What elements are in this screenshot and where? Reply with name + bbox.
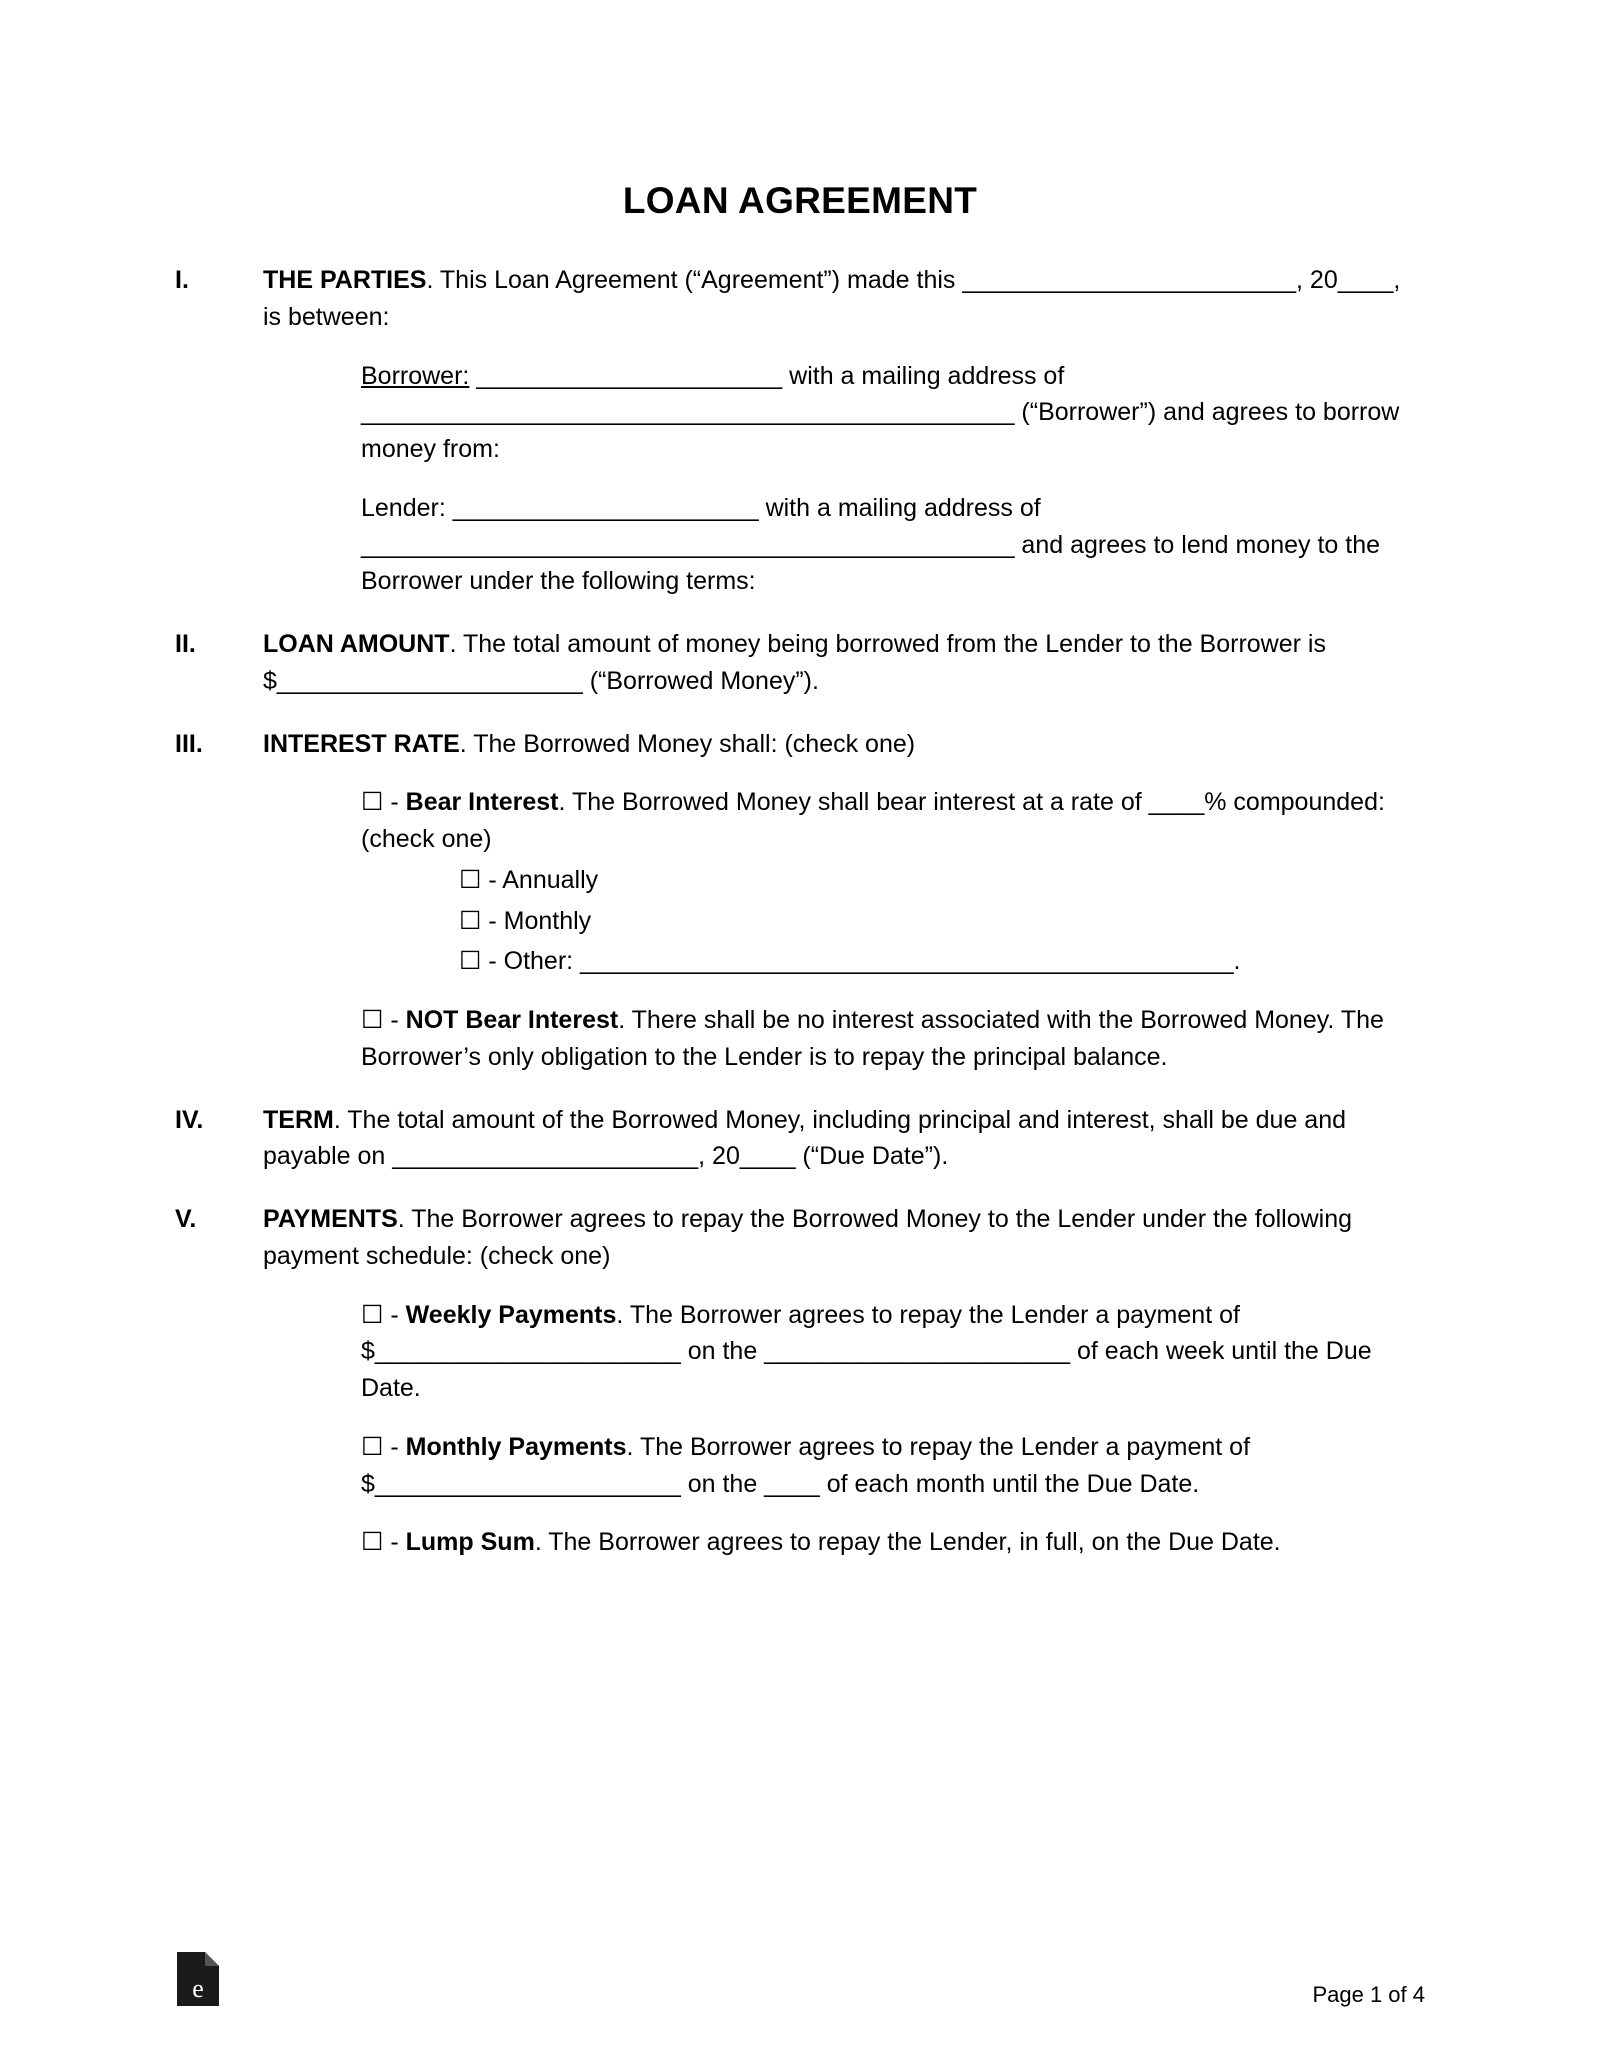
section-heading: PAYMENTS	[263, 1205, 398, 1233]
borrower-line-1: ______________________ with a mailing address of	[469, 361, 1065, 390]
section-the-parties	[175, 262, 1425, 600]
section-term	[175, 1102, 1425, 1176]
option-dash: -	[383, 788, 406, 817]
lender-line-1: Lender: ______________________ with a mailing address of	[361, 493, 1041, 522]
option-bear-interest[interactable]	[361, 784, 1425, 980]
option-text: . The Borrower agrees to repay the Lender a payment of $______________________ on the ______________________ of each week until the Due Date.	[361, 1300, 1372, 1402]
checkbox-bear-interest[interactable]: ☐	[361, 788, 384, 817]
eforms-logo-icon	[175, 1950, 221, 2008]
section-text: . The total amount of the Borrowed Money, including principal and interest, shall be due and payable on ______________________, 20____ (“Due Date”).	[263, 1105, 1347, 1171]
suboption-label: - Monthly	[481, 906, 592, 935]
option-dash: -	[383, 1006, 406, 1034]
option-label: Weekly Payments	[405, 1300, 617, 1329]
suboption-label: - Annually	[481, 865, 599, 894]
section-heading: TERM	[263, 1105, 334, 1134]
section-interest-rate	[175, 726, 1425, 1076]
checkbox-lump-sum[interactable]: ☐	[361, 1528, 384, 1557]
section-intro	[263, 262, 1425, 336]
checkbox-not-bear-interest[interactable]: ☐	[361, 1006, 384, 1034]
checkbox-weekly-payments[interactable]: ☐	[361, 1300, 384, 1329]
section-heading: THE PARTIES	[263, 266, 427, 294]
section-numeral: IV.	[175, 1105, 204, 1134]
option-text: . The Borrower agrees to repay the Lender a payment of $______________________ on the ____ of each month until the Due Date.	[361, 1432, 1251, 1498]
section-numeral: II.	[175, 630, 196, 658]
page-title: LOAN AGREEMENT	[622, 180, 978, 221]
checkbox-monthly[interactable]: ☐	[459, 906, 482, 935]
page-footer	[175, 1950, 1425, 2008]
checkbox-other[interactable]: ☐	[459, 947, 482, 976]
option-text: . The Borrowed Money shall bear interest at a rate of ____% compounded: (check one)	[361, 788, 1385, 853]
page-number: Page 1 of 4	[1312, 1982, 1425, 2007]
option-monthly-payments[interactable]	[361, 1429, 1425, 1503]
section-heading: LOAN AMOUNT	[263, 630, 450, 658]
option-dash: -	[383, 1528, 406, 1557]
option-text: . The Borrower agrees to repay the Lender, in full, on the Due Date.	[534, 1528, 1281, 1557]
suboption-annually[interactable]	[459, 862, 1425, 899]
checkbox-monthly-payments[interactable]: ☐	[361, 1432, 384, 1461]
option-not-bear-interest[interactable]	[361, 1002, 1425, 1076]
lender-line-2: _______________________________________________ and agrees to lend money to the Borrower under the following terms:	[361, 530, 1381, 596]
borrower-block	[361, 358, 1425, 468]
borrower-label: Borrower:	[361, 361, 470, 390]
option-dash: -	[383, 1432, 406, 1461]
option-text: . There shall be no interest associated with the Borrowed Money. The Borrower’s only obligation to the Lender is to repay the principal balance.	[361, 1006, 1384, 1071]
option-label: Monthly Payments	[405, 1432, 627, 1461]
section-heading: INTEREST RATE	[263, 729, 460, 758]
section-body	[263, 626, 1425, 700]
option-label: NOT Bear Interest	[405, 1006, 619, 1034]
option-lump-sum[interactable]	[361, 1524, 1425, 1561]
section-text: . The Borrowed Money shall: (check one)	[459, 729, 916, 758]
option-label: Lump Sum	[405, 1528, 535, 1557]
section-intro-text: . This Loan Agreement (“Agreement”) made this ________________________, 20____, is between:	[263, 266, 1401, 331]
section-body	[263, 1102, 1425, 1176]
section-text: . The Borrower agrees to repay the Borrowed Money to the Lender under the following payment schedule: (check one)	[263, 1205, 1353, 1270]
section-intro	[263, 726, 1425, 763]
suboption-monthly[interactable]	[459, 903, 1425, 940]
section-numeral: V.	[175, 1205, 197, 1233]
section-loan-amount	[175, 626, 1425, 700]
option-dash: -	[383, 1300, 406, 1329]
suboption-label: - Other: _______________________________________________.	[481, 947, 1241, 976]
section-intro	[263, 1201, 1425, 1275]
lender-block	[361, 490, 1425, 600]
section-text: . The total amount of money being borrowed from the Lender to the Borrower is $______________________ (“Borrowed Money”).	[263, 630, 1326, 695]
checkbox-annually[interactable]: ☐	[459, 865, 482, 894]
option-weekly-payments[interactable]	[361, 1297, 1425, 1407]
suboption-other[interactable]	[459, 943, 1425, 980]
svg-text:e: e	[192, 1974, 204, 2003]
borrower-line-2: _______________________________________________ (“Borrower”) and agrees to borrow money from:	[361, 398, 1400, 463]
section-payments	[175, 1201, 1425, 1561]
section-numeral: III.	[175, 729, 203, 758]
section-numeral: I.	[175, 266, 189, 294]
option-label: Bear Interest	[405, 788, 559, 817]
